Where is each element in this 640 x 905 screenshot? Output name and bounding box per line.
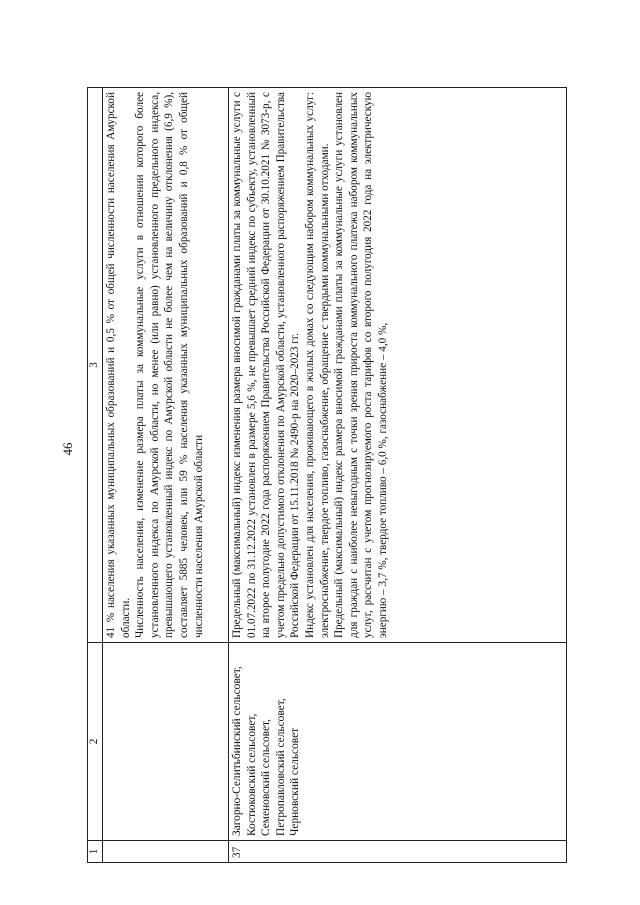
municipal-table <box>87 87 567 863</box>
table-row <box>229 88 567 863</box>
table-row <box>103 88 229 863</box>
row-number: 37 <box>229 841 567 863</box>
header-col-3: 3 <box>88 88 103 643</box>
paragraph: Предельный (максимальный) индекс размера вносимой гражданами платы за коммунальные услуги установлен для граждан с наиболее невыгодным с точки зрения прироста коммунального платежа набором коммунальных услуг, рассчитан с учетом прогнозируемого роста тарифов со второго полугодия 2022 года на электрическую энергию – 3,7 %, твердое топливо – 6,0 %, газоснабжение – 4,0 %, <box>333 92 389 638</box>
rotated-table-sheet <box>87 88 567 863</box>
row-number <box>103 841 229 863</box>
description-cell <box>229 88 567 643</box>
header-col-2: 2 <box>88 643 103 841</box>
table-header-row <box>88 88 103 863</box>
paragraph: Численность населения, изменение размера платы за коммунальные услуги в отношении которого более установленного индекса по Амурской области, но менее (или равно) установленного предельного индекса, превышающего установленный индекс по Амурской области не более чем на величину отклонения (6,9 %), составляет 5885 человек, или 59 % населения указанных муниципальных образований и 0,8 % от общей численности населения Амурской области <box>134 92 205 638</box>
municipalities-cell: Загорно-Селитьбинский сельсовет, Костюковский сельсовет, Семеновский сельсовет, Петропавловский сельсовет, Черновский сельсовет <box>229 643 567 841</box>
paragraph: 41 % населения указанных муниципальных образований и 0,5 % от общей численности населения Амурской области. <box>105 92 132 638</box>
header-col-1: 1 <box>88 841 103 863</box>
page-number: 46 <box>60 442 75 456</box>
description-cell <box>103 88 229 643</box>
paragraph: Индекс установлен для населения, проживающего в жилых домах со следующим набором коммунальных услуг: электроснабжение, твердое топливо, газоснабжение, обращение с твердыми коммунальными отходами. <box>303 92 331 638</box>
municipalities-cell <box>103 643 229 841</box>
paragraph: Предельный (максимальный) индекс изменения размера вносимой гражданами платы за коммунальные услуги с 01.07.2022 по 31.12.2022 установлен в размере 5,6 %, не превышает средний индекс по субъекту, установленный на второе полугодие 2022 года распоряжением Правительства Российской Федерации от 30.10.2021 № 3073-р, с учетом предельно допустимого отклонения по Амурской области, установленного распоряжением Правительства Российской Федерации от 15.11.2018 № 2490-р на 2020–2023 гг. <box>231 92 302 638</box>
